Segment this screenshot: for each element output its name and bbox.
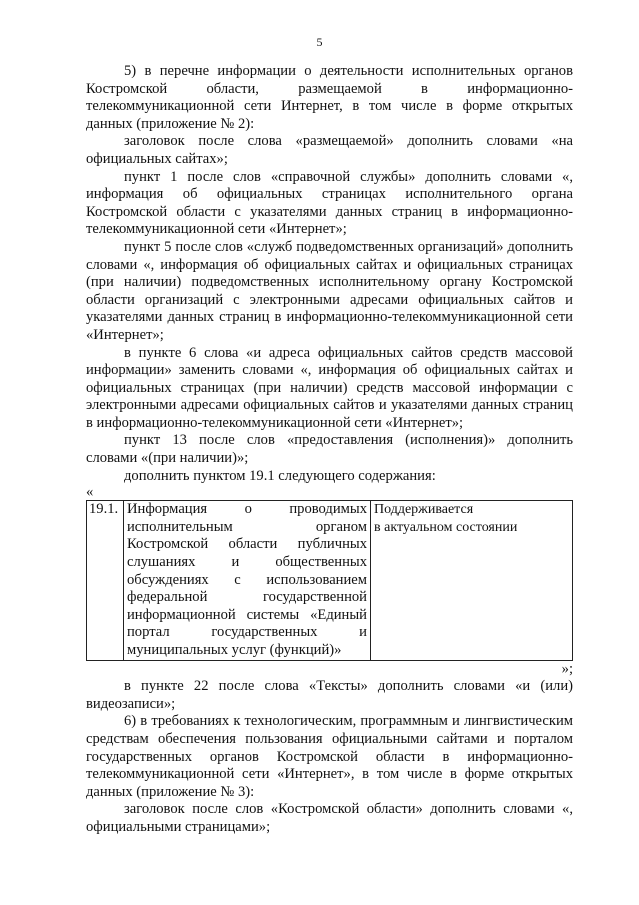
quote-close-mark: »;: [561, 660, 573, 677]
paragraph-add-19-1: дополнить пунктом 19.1 следующего содержания:: [124, 467, 436, 484]
paragraph-point-1: пункт 1 после слов «справочной службы» дополнить словами «, информация об официальных страницах исполнительного органа Костромской области с указателями данных страниц в информационно-телекоммуникационной сети «Интернет»;: [86, 168, 573, 238]
paragraph-heading-amendment: заголовок после слова «размещаемой» дополнить словами «на официальных сайтах»;: [86, 133, 573, 167]
document-body: [86, 63, 573, 837]
table-row: [87, 501, 573, 660]
quote-open-mark: «: [86, 484, 94, 501]
table-cell-number: 19.1.: [87, 501, 124, 660]
paragraph-item-5: 5) в перечне информации о деятельности исполнительных органов Костромской области, размещаемой в информационно-телекоммуникационной сети Интернет, в том числе в форме открытых данных (приложение № 2):: [86, 63, 573, 132]
table-cell-status: [371, 501, 573, 660]
paragraph-point-5: пункт 5 после слов «служб подведомственных организаций» дополнить словами «, информация об официальных сайтах и официальных страницах (при наличии) подведомственных исполнительному органу Костромской области организаций с электронными адресами официальных сайтов и указателями данных страниц в информационно-телекоммуникационной сети «Интернет»;: [86, 238, 573, 343]
paragraph-point-22: в пункте 22 после слова «Тексты» дополнить словами «и (или) видеозаписи»;: [86, 678, 573, 712]
inserted-table: [86, 500, 573, 660]
page-number: 5: [316, 35, 323, 49]
paragraph-point-13: пункт 13 после слов «предоставления (исполнения)» дополнить словами «(при наличии)»;: [86, 432, 573, 467]
paragraph-point-6: в пункте 6 слова «и адреса официальных сайтов средств массовой информации» заменить словами «, информация об официальных сайтах и официальных страницах (при наличии) средств массовой информации с электронными адресами официальных сайтов и указателями данных страниц в информационно-телекоммуникационной сети «Интернет»;: [86, 344, 573, 431]
paragraph-heading-amendment-2: заголовок после слов «Костромской области» дополнить словами «, официальными страницами»;: [86, 801, 573, 835]
status-line-1: Поддерживается: [374, 502, 474, 518]
paragraph-item-6: 6) в требованиях к технологическим, программным и лингвистическим средствам обеспечения пользования официальными сайтами и порталом государственных органов Костромской области в информационно-телекоммуникационной сети «Интернет», в том числе в форме открытых данных (приложение № 3):: [86, 713, 573, 800]
table-cell-info: Информация о проводимых исполнительным органом Костромской области публичных слушаниях и общественных обсуждениях с использованием федеральной государственной информационной системы «Единый портал государственных и муниципальных услуг (функций)»: [124, 501, 371, 660]
status-line-2: в актуальном состоянии: [374, 519, 518, 535]
